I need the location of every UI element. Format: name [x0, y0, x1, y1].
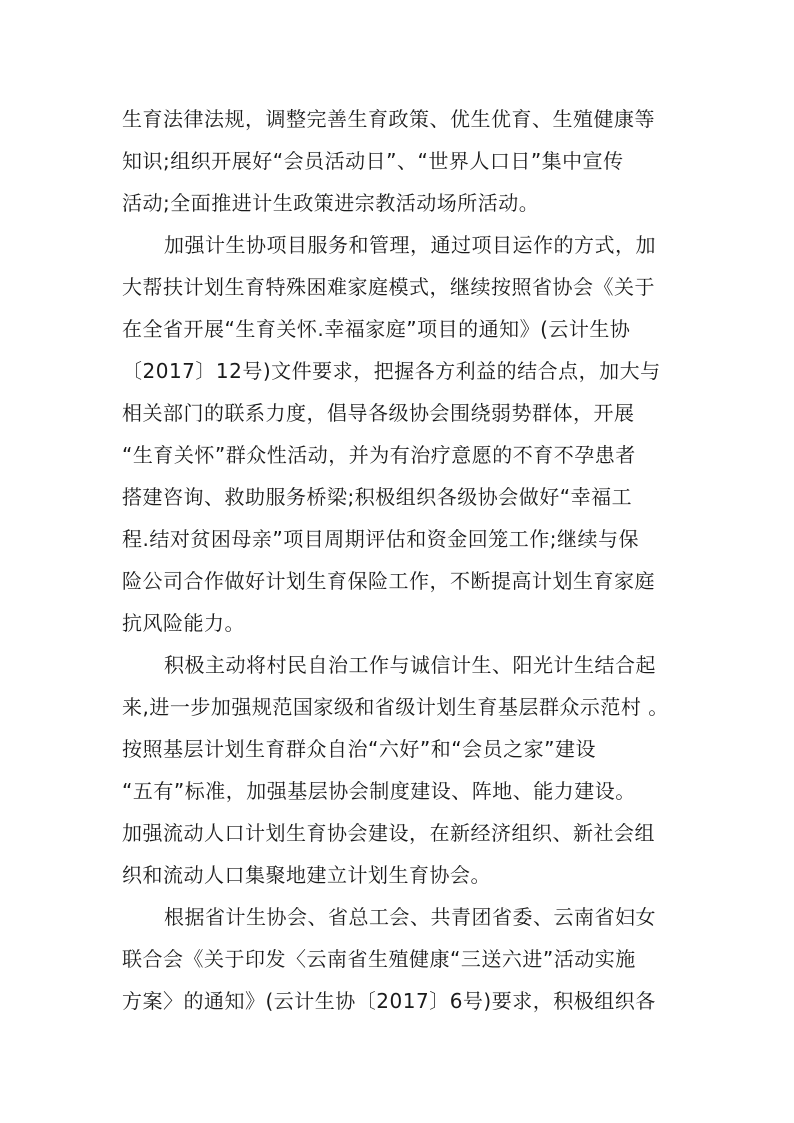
- text-line: 抗风险能力。: [122, 611, 245, 635]
- text-line: 〔2017〕12号)文件要求，把握各方利益的结合点，加大与: [122, 359, 661, 383]
- text-line: 联合会《关于印发〈云南省生殖健康“三送六进”活动实施: [122, 947, 636, 971]
- text-line: 搭建咨询、救助服务桥梁;积极组织各级协会做好“幸福工: [122, 485, 633, 509]
- text-line: 方案〉的通知》(云计生协〔2017〕6号)要求，积极组织各: [122, 989, 656, 1013]
- text-line: 在全省开展“生育关怀.幸福家庭”项目的通知》(云计生协: [122, 317, 631, 341]
- text-line: 生育法律法规，调整完善生育政策、优生优育、生殖健康等: [122, 107, 655, 131]
- paragraph-first-line: 积极主动将村民自治工作与诚信计生、阳光计生结合起: [164, 653, 656, 677]
- text-line: 织和流动人口集聚地建立计划生育协会。: [122, 863, 491, 887]
- paragraph-first-line: 根据省计生协会、省总工会、共青团省委、云南省妇女: [164, 905, 656, 929]
- text-line: 大帮扶计划生育特殊困难家庭模式，继续按照省协会《关于: [122, 275, 655, 299]
- text-line: 按照基层计划生育群众自治“六好”和“会员之家”建设: [122, 737, 596, 761]
- text-line: “生育关怀”群众性活动，并为有治疗意愿的不育不孕患者: [122, 443, 636, 467]
- text-line: 活动;全面推进计生政策进宗教活动场所活动。: [122, 191, 540, 215]
- text-line: 加强流动人口计划生育协会建设，在新经济组织、新社会组: [122, 821, 655, 845]
- text-line: 险公司合作做好计划生育保险工作，不断提高计划生育家庭: [122, 569, 655, 593]
- text-line: 知识;组织开展好“会员活动日”、“世界人口日”集中宣传: [122, 149, 624, 173]
- paragraph-first-line: 加强计生协项目服务和管理，通过项目运作的方式，加: [164, 233, 656, 257]
- text-line: 相关部门的联系力度，倡导各级协会围绕弱势群体，开展: [122, 401, 635, 425]
- text-line: 来,进一步加强规范国家级和省级计划生育基层群众示范村 。: [122, 695, 669, 719]
- text-line: 程.结对贫困母亲”项目周期评估和资金回笼工作;继续与保: [122, 527, 639, 551]
- text-line: “五有”标准，加强基层协会制度建设、阵地、能力建设。: [122, 779, 636, 803]
